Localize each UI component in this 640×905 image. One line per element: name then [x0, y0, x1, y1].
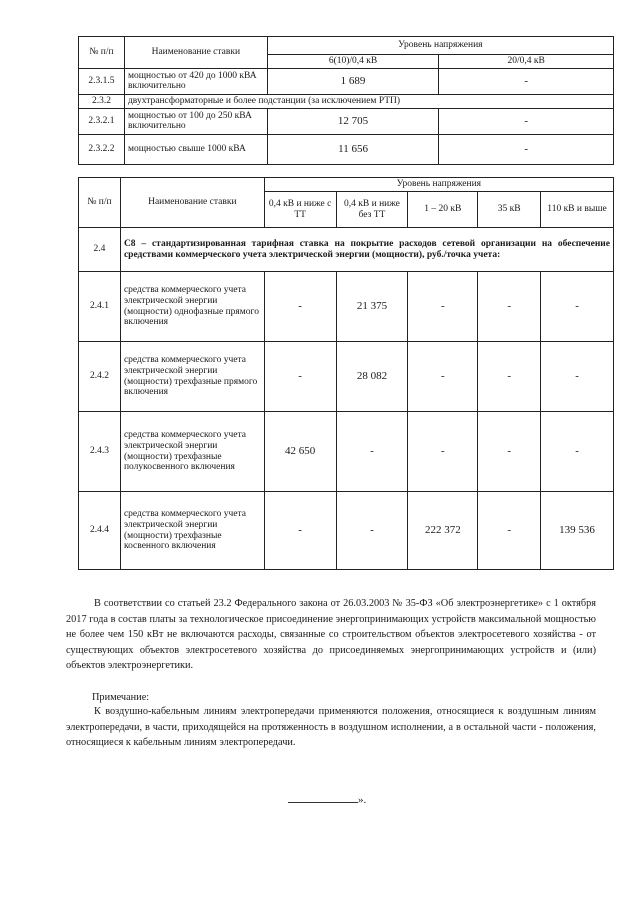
- row-value: 1 689: [267, 68, 439, 94]
- col-header-level: 35 кВ: [478, 192, 541, 228]
- row-value: -: [336, 412, 408, 492]
- section-title: С8 – стандартизированная тарифная ставка на покрытие расходов сетевой организации на обеспечение средствами коммерческого учета электрической энергии (мощности), руб./точка учета:: [120, 228, 613, 272]
- row-value: -: [264, 342, 336, 412]
- row-name: средства коммерческого учета электрической энергии (мощности) однофазные прямого включения: [120, 272, 264, 342]
- closing-mark: [288, 792, 366, 806]
- row-name: средства коммерческого учета электрической энергии (мощности) трехфазные полукосвенного включения: [120, 412, 264, 492]
- row-num: 2.3.2.2: [79, 134, 125, 164]
- row-value: -: [541, 342, 614, 412]
- row-value: -: [478, 492, 541, 570]
- row-value: 139 536: [541, 492, 614, 570]
- col-header-name: Наименование ставки: [120, 178, 264, 228]
- row-value: -: [478, 272, 541, 342]
- row-num: 2.3.2: [79, 94, 125, 108]
- row-value: -: [478, 412, 541, 492]
- row-name: двухтрансформаторные и более подстанции (за исключением РТП): [124, 94, 613, 108]
- col-header-6-10kv: 6(10)/0,4 кВ: [267, 55, 439, 69]
- table-row: [79, 134, 614, 164]
- row-value: -: [541, 412, 614, 492]
- law-reference-paragraph: В соответствии со статьей 23.2 Федерального закона от 26.03.2003 № 35-ФЗ «Об электроэнергетике» с 1 октября 2017 года в состав платы за технологическое присоединение энергопринимающих устройств максимальной мощностью не более чем 150 кВт не включаются расходы, связанные со строительством объектов электросетевого хозяйства - от существующих объектов электросетевого хозяйства до присоединяемых энергопринимающих устройств и (или) объектов электроэнергетики.: [66, 598, 596, 671]
- row-value: 222 372: [408, 492, 478, 570]
- row-value: -: [439, 68, 614, 94]
- col-header-voltage-level: Уровень напряжения: [264, 178, 613, 192]
- col-header-level: 1 – 20 кВ: [408, 192, 478, 228]
- row-name: мощностью от 420 до 1000 кВА включительно: [124, 68, 267, 94]
- row-value: 11 656: [267, 134, 439, 164]
- row-num: 2.4.1: [79, 272, 121, 342]
- col-header-level: 0,4 кВ и ниже без ТТ: [336, 192, 408, 228]
- row-num: 2.3.1.5: [79, 68, 125, 94]
- table-row: [79, 342, 614, 412]
- col-header-name: Наименование ставки: [124, 37, 267, 69]
- row-value: 12 705: [267, 108, 439, 134]
- col-header-level: 110 кВ и выше: [541, 192, 614, 228]
- tariff-table-transformers: [78, 36, 614, 165]
- tariff-table-metering: [78, 177, 614, 570]
- row-num: 2.3.2.1: [79, 108, 125, 134]
- row-name: средства коммерческого учета электрической энергии (мощности) трехфазные косвенного включения: [120, 492, 264, 570]
- row-value: -: [264, 492, 336, 570]
- col-header-20kv: 20/0,4 кВ: [439, 55, 614, 69]
- table-row: [79, 272, 614, 342]
- row-num: 2.4.3: [79, 412, 121, 492]
- row-value: 42 650: [264, 412, 336, 492]
- note-title: Примечание:: [92, 692, 150, 703]
- table-row: [79, 412, 614, 492]
- row-value: 28 082: [336, 342, 408, 412]
- col-header-num: № п/п: [79, 37, 125, 69]
- signature-line: [288, 792, 358, 803]
- row-num: 2.4.2: [79, 342, 121, 412]
- row-value: -: [408, 272, 478, 342]
- col-header-voltage-level: Уровень напряжения: [267, 37, 613, 55]
- closing-quote: ».: [358, 794, 367, 806]
- row-value: -: [439, 108, 614, 134]
- table-row: [79, 108, 614, 134]
- row-value: -: [439, 134, 614, 164]
- row-value: -: [478, 342, 541, 412]
- table-row: [79, 94, 614, 108]
- table-row: [79, 68, 614, 94]
- row-name: мощностью от 100 до 250 кВА включительно: [124, 108, 267, 134]
- row-num: 2.4: [79, 228, 121, 272]
- row-value: -: [264, 272, 336, 342]
- row-value: -: [408, 412, 478, 492]
- row-value: -: [541, 272, 614, 342]
- col-header-num: № п/п: [79, 178, 121, 228]
- row-value: -: [336, 492, 408, 570]
- row-value: -: [408, 342, 478, 412]
- table-row: [79, 492, 614, 570]
- row-num: 2.4.4: [79, 492, 121, 570]
- table-section-row: [79, 228, 614, 272]
- row-name: мощностью свыше 1000 кВА: [124, 134, 267, 164]
- note-paragraph: К воздушно-кабельным линиям электропередачи применяются положения, относящиеся к воздушным линиям электропередачи, в части, приходящейся на протяженность в воздушном исполнении, а в остальной части - положения, относящиеся к кабельным линиям электропередачи.: [66, 706, 596, 748]
- col-header-level: 0,4 кВ и ниже с ТТ: [264, 192, 336, 228]
- row-value: 21 375: [336, 272, 408, 342]
- row-name: средства коммерческого учета электрической энергии (мощности) трехфазные прямого включения: [120, 342, 264, 412]
